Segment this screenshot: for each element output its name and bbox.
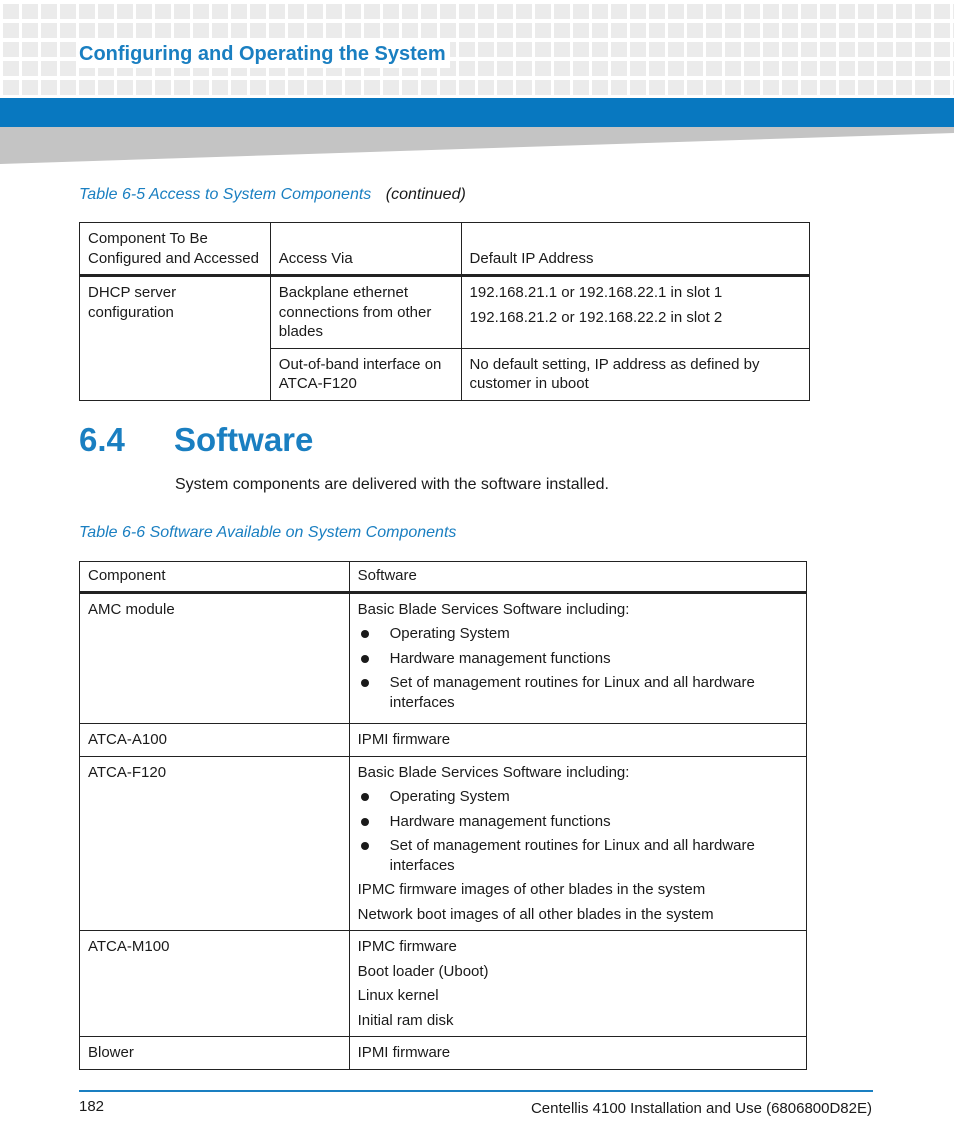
software-line: IPMI firmware (357, 1044, 451, 1061)
bullet-item: Hardware management functions (358, 812, 798, 832)
software-line: IPMC firmware (357, 938, 457, 955)
bullet-item: Set of management routines for Linux and all hardware interfaces (358, 673, 798, 712)
access-table (79, 222, 810, 401)
software-bullets (358, 787, 798, 875)
software-cell (349, 931, 806, 1037)
column-header: Access Via (270, 223, 461, 276)
table-row (80, 592, 807, 724)
software-line: Network boot images of all other blades in the system (357, 905, 714, 923)
column-header: Component (80, 562, 350, 593)
bullet-item: Operating System (358, 787, 798, 807)
software-table (79, 561, 807, 1070)
page-number: 182 (79, 1098, 105, 1115)
section-heading (79, 418, 313, 462)
table-6-6-caption-text: Table 6-6 Software Available on System Components (79, 524, 457, 541)
column-header: Component To Be Configured and Accessed (80, 223, 271, 276)
software-cell (349, 1037, 806, 1070)
component-cell: AMC module (80, 592, 350, 724)
column-header: Software (349, 562, 806, 593)
table-6-6-caption (79, 524, 456, 542)
software-cell (349, 756, 806, 931)
section-intro: System components are delivered with the software installed. (175, 476, 609, 493)
software-cell (349, 592, 806, 724)
component-cell: Blower (80, 1037, 350, 1070)
component-cell: ATCA-A100 (80, 724, 350, 757)
component-cell: ATCA-M100 (80, 931, 350, 1037)
section-number: 6.4 (79, 421, 125, 458)
column-header: Default IP Address (461, 223, 809, 276)
software-cell (349, 724, 806, 757)
software-line: Initial ram disk (357, 1011, 454, 1029)
software-bullets (358, 624, 798, 712)
table-row (80, 724, 807, 757)
header-band (0, 98, 954, 127)
component-cell: ATCA-F120 (80, 756, 350, 931)
table-row (80, 1037, 807, 1070)
software-line: Linux kernel (357, 987, 439, 1004)
software-line: Boot loader (Uboot) (357, 962, 489, 980)
table-row (80, 276, 810, 349)
access-cell: Backplane ethernet connections from other blades (270, 276, 461, 349)
component-cell: DHCP server configuration (80, 276, 271, 401)
table-header-row (80, 223, 810, 276)
bullet-item: Set of management routines for Linux and all hardware interfaces (358, 836, 798, 875)
ip-cell (461, 276, 809, 349)
software-lead: Basic Blade Services Software including: (357, 763, 630, 781)
table-header-row (80, 562, 807, 593)
table-row (80, 931, 807, 1037)
continued-label: (continued) (385, 186, 466, 203)
software-line: IPMC firmware images of other blades in the system (357, 881, 706, 898)
table-6-5-caption (79, 186, 466, 204)
table-6-5-caption-text: Table 6-5 Access to System Components (79, 186, 372, 203)
footer-rule (79, 1090, 873, 1092)
bullet-item: Hardware management functions (358, 649, 798, 669)
header-wedge (0, 127, 954, 164)
ip-line: 192.168.21.2 or 192.168.22.2 in slot 2 (469, 308, 723, 326)
access-cell: Out-of-band interface on ATCA-F120 (270, 348, 461, 400)
ip-line: 192.168.21.1 or 192.168.22.1 in slot 1 (469, 284, 723, 301)
bullet-item: Operating System (358, 624, 798, 644)
software-line: IPMI firmware (357, 731, 451, 748)
section-title: Software (174, 421, 314, 458)
table-row (80, 756, 807, 931)
software-lead: Basic Blade Services Software including: (357, 600, 630, 618)
ip-cell: No default setting, IP address as defined by customer in uboot (461, 348, 809, 400)
document-title: Centellis 4100 Installation and Use (6806800D82E) (530, 1100, 872, 1117)
chapter-title: Configuring and Operating the System (79, 40, 450, 68)
